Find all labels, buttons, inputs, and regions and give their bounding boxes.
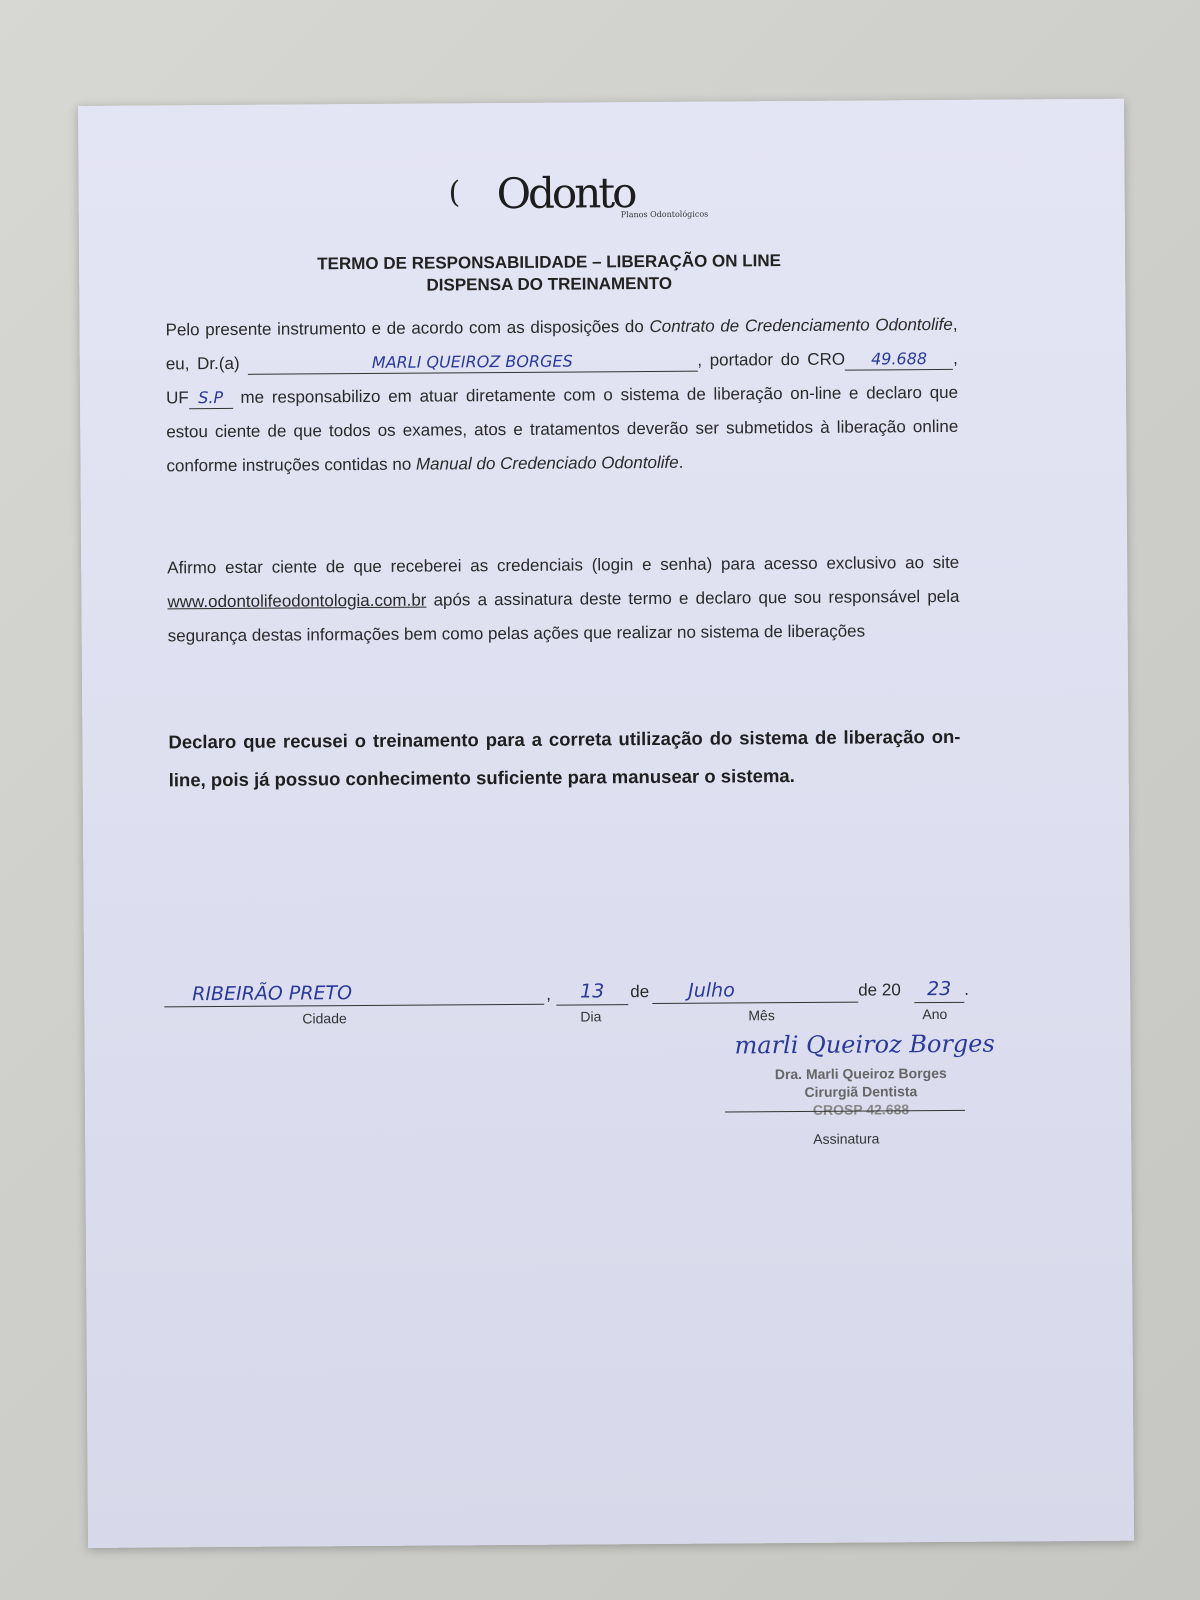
text: após a assinatura deste termo e declaro que sou responsável pela segurança destas informações bem como pelas ações que realizar no sistema de liberações: [167, 586, 960, 646]
text: , UF: [165, 348, 958, 408]
paragraph-credentials: [167, 546, 960, 654]
signature-label: Assinatura: [813, 1130, 880, 1147]
month-label: Mês: [748, 1007, 775, 1024]
uf-field: S.P: [189, 388, 233, 409]
city-field: RIBEIRÃO PRETO: [164, 981, 544, 1008]
stamp-role: Cirurgiã Dentista: [804, 1083, 918, 1100]
document-subtitle: DISPENSA DO TREINAMENTO: [426, 273, 673, 295]
document-title: TERMO DE RESPONSABILIDADE – LIBERAÇÃO ON LINE: [317, 251, 782, 274]
manual-name: Manual do Credenciado Odontolife: [415, 452, 679, 474]
dentist-name-field: MARLI QUEIROZ BORGES: [247, 351, 697, 375]
paragraph-training-refusal: Declaro que recusei o treinamento para a correta utilização do sistema de liberação on-line, pois já possuo conhecimento suficiente para manusear o sistema.: [168, 725, 961, 791]
logo-tagline: Planos Odontológicos: [620, 209, 709, 220]
month-field: Julho: [652, 979, 858, 1004]
year-label: Ano: [922, 1005, 948, 1023]
text: me responsabilizo em atuar diretamente com o sistema de liberação on-line e declaro que estou ciente de que todos os exames, atos e tratamentos deverão ser submetidos à liberação online conforme instruções contidas no: [166, 382, 959, 476]
city-label: Cidade: [302, 1010, 347, 1027]
handwritten-signature: marli Queiroz Borges: [734, 1029, 995, 1060]
contract-name: Contrato de Credenciamento Odontolife: [649, 314, 953, 337]
text: Afirmo estar ciente de que receberei as credenciais (login e senha) para acesso exclusivo ao site: [167, 552, 960, 578]
logo-mark-icon: (: [448, 175, 461, 211]
de-text: de: [630, 982, 650, 1002]
text: , eu, Dr.(a): [165, 314, 958, 374]
stamp-name: Dra. Marli Queiroz Borges: [774, 1064, 947, 1083]
stamp-cro: CROSP 42.688: [812, 1101, 910, 1118]
year-prefix: de 20: [858, 980, 901, 1000]
day-label: Dia: [580, 1008, 602, 1025]
paragraph-responsibility: [165, 308, 958, 484]
year-field: 23: [914, 978, 964, 1003]
logo-word: Odonto: [496, 168, 635, 219]
period: .: [964, 979, 969, 999]
cro-number-field: 49.688: [845, 349, 953, 371]
site-link[interactable]: www.odontolifeodontologia.com.br: [167, 590, 427, 612]
day-field: 13: [556, 980, 628, 1006]
odonto-logo: [448, 168, 748, 233]
text: , portador do CRO: [697, 349, 846, 370]
text: .: [678, 452, 684, 472]
document-sheet: [78, 99, 1134, 1548]
comma: ,: [546, 984, 552, 1004]
text: Pelo presente instrumento e de acordo com as disposições do: [165, 317, 650, 340]
